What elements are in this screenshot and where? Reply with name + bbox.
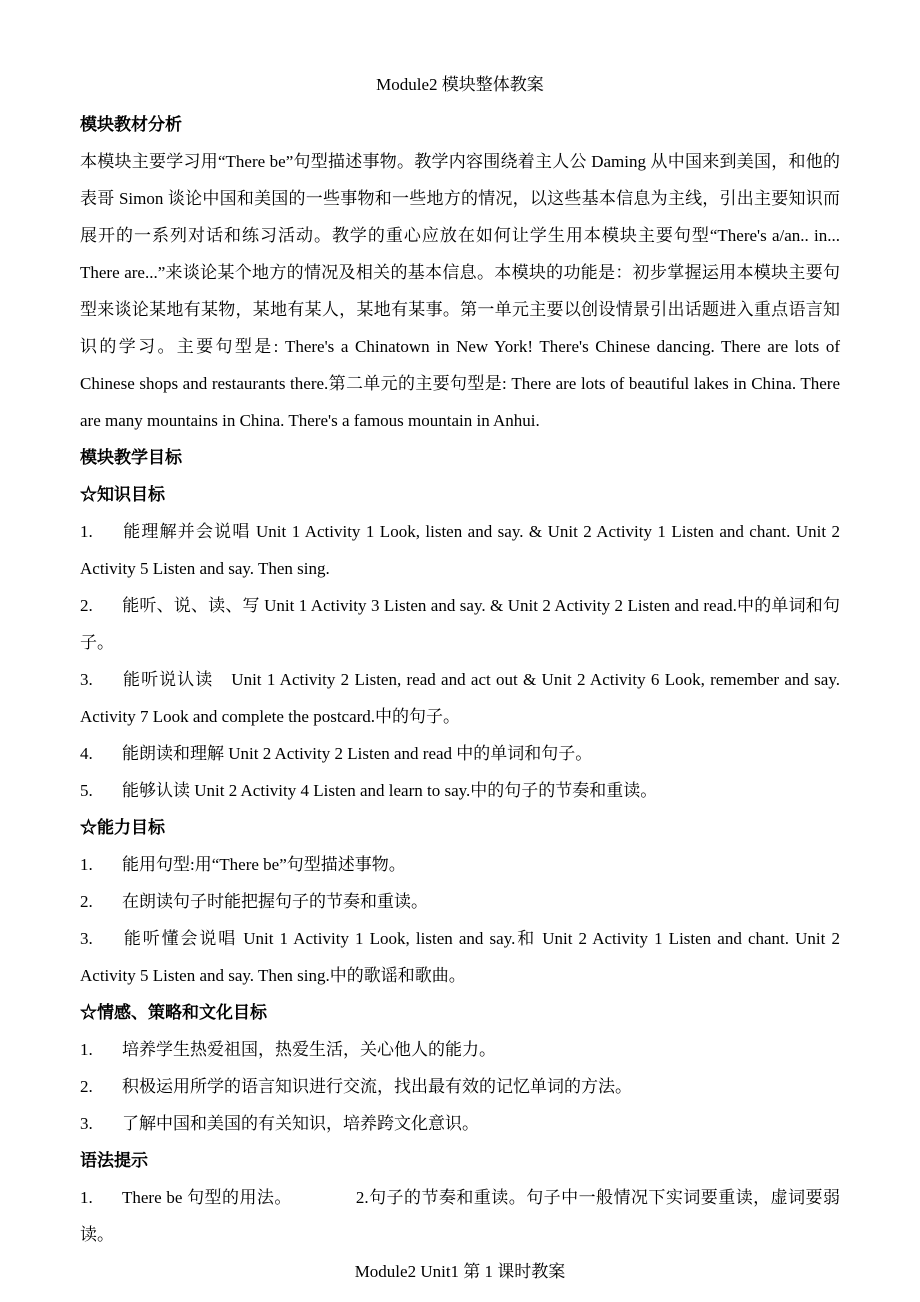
item-text: 能用句型:用“There be”句型描述事物。 — [122, 855, 406, 874]
knowledge-goal-3 — [80, 661, 840, 735]
document-footer: Module2 Unit1 第 1 课时教案 — [354, 1262, 566, 1281]
item-number: 1. — [80, 855, 93, 874]
item-number: 4. — [80, 744, 93, 763]
document-title: Module2 模块整体教案 — [376, 75, 544, 94]
item-number: 2. — [80, 1077, 93, 1096]
item-number: 5. — [80, 781, 93, 800]
emotion-goal-2 — [80, 1068, 840, 1105]
item-number: 2. — [80, 596, 93, 615]
ability-goal-3 — [80, 920, 840, 994]
grammar-tips-line — [80, 1179, 840, 1253]
grammar-item-2-text: 句子的节奏和重读。句子中一般情况下实词要重读，虚词要弱读。 — [80, 1188, 840, 1244]
grammar-item-1-number: 1. — [80, 1188, 93, 1207]
grammar-item-2-number: 2. — [355, 1188, 369, 1207]
item-number: 1. — [80, 1040, 93, 1059]
knowledge-goal-2 — [80, 587, 840, 661]
item-number: 3. — [80, 670, 93, 689]
item-text: 能朗读和理解 Unit 2 Activity 2 Listen and read 中的单词和句子。 — [122, 744, 593, 763]
ability-goal-2 — [80, 883, 840, 920]
item-text: 能理解并会说唱 Unit 1 Activity 1 Look, listen and say. & Unit 2 Activity 1 Listen and chant. Unit 2 Activity 5 Listen and say. Then sing. — [80, 522, 840, 578]
heading-knowledge-goals: ☆知识目标 — [80, 485, 165, 504]
item-text: 在朗读句子时能把握句子的节奏和重读。 — [122, 892, 428, 911]
heading-ability-goals: ☆能力目标 — [80, 818, 165, 837]
item-number: 2. — [80, 892, 93, 911]
item-text: 培养学生热爱祖国，热爱生活，关心他人的能力。 — [122, 1040, 496, 1059]
heading-emotion-goals: ☆情感、策略和文化目标 — [80, 1003, 267, 1022]
heading-grammar-tips: 语法提示 — [80, 1151, 148, 1170]
emotion-goal-3 — [80, 1105, 840, 1142]
item-text: 积极运用所学的语言知识进行交流，找出最有效的记忆单词的方法。 — [122, 1077, 632, 1096]
item-number: 1. — [80, 522, 93, 541]
item-text: 能听说认读 Unit 1 Activity 2 Listen, read and act out & Unit 2 Activity 6 Look, remember and say. Activity 7 Look and complete the postcard.中的句子。 — [80, 670, 840, 726]
item-number: 3. — [80, 1114, 93, 1133]
item-text: 能够认读 Unit 2 Activity 4 Listen and learn to say.中的句子的节奏和重读。 — [122, 781, 658, 800]
ability-goal-1 — [80, 846, 840, 883]
material-analysis-body: 本模块主要学习用“There be”句型描述事物。教学内容围绕着主人公 Daming 从中国来到美国，和他的表哥 Simon 谈论中国和美国的一些事物和一些地方的情况，以这些基本信息为主线，引出主要知识而展开的一系列对话和练习活动。教学的重心应放在如何让学生用本模块主要句型“There's a/an.. in... There are...”来谈论某个地方的情况及相关的基本信息。本模块的功能是：初步掌握运用本模块主要句型来谈论某地有某物，某地有某人，某地有某事。第一单元主要以创设情景引出话题进入重点语言知识的学习。主要句型是: There's a Chinatown in New York! There's Chinese dancing. There are lots of Chinese shops and restaurants there.第二单元的主要句型是: There are lots of beautiful lakes in China. There are many mountains in China. There's a famous mountain in Anhui. — [80, 152, 840, 430]
item-text: 了解中国和美国的有关知识，培养跨文化意识。 — [122, 1114, 479, 1133]
emotion-goal-1 — [80, 1031, 840, 1068]
item-text: 能听懂会说唱 Unit 1 Activity 1 Look, listen and say.和 Unit 2 Activity 1 Listen and chant. Unit 2 Activity 5 Listen and say. Then sing.中的歌谣和歌曲。 — [80, 929, 840, 985]
grammar-item-1-text: There be 句型的用法。 — [122, 1188, 292, 1207]
knowledge-goal-5 — [80, 772, 840, 809]
item-text: 能听、说、读、写 Unit 1 Activity 3 Listen and say. & Unit 2 Activity 2 Listen and read.中的单词和句子。 — [80, 596, 840, 652]
item-number: 3. — [80, 929, 93, 948]
heading-teaching-goals: 模块教学目标 — [80, 448, 182, 467]
knowledge-goal-1 — [80, 513, 840, 587]
heading-material-analysis: 模块教材分析 — [80, 115, 182, 134]
knowledge-goal-4 — [80, 735, 840, 772]
